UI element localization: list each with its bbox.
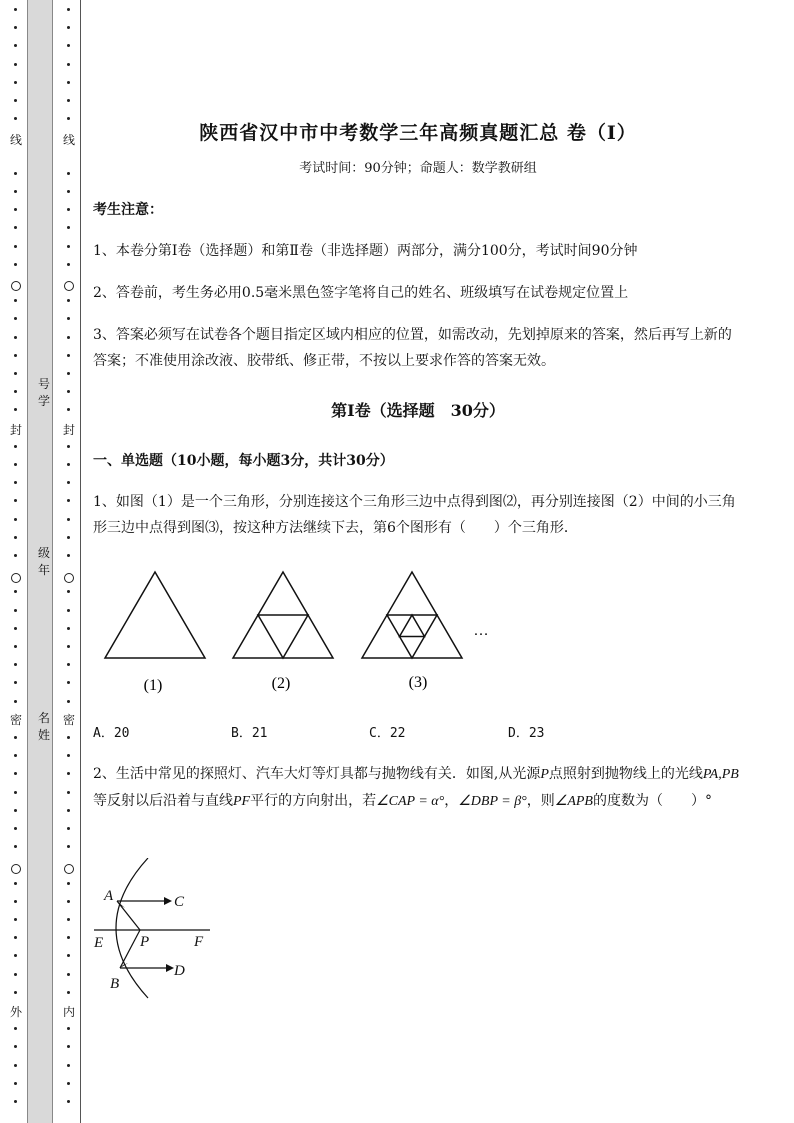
section-title: 第Ⅰ卷（选择题 30分） [331,401,505,420]
binding-ring-icon [11,573,21,583]
field-label-grade: 级 年 [37,546,50,577]
binding-dot [67,973,70,976]
binding-dot [67,918,70,921]
binding-dot [14,736,17,739]
inner-triangle-fig-2 [258,615,308,658]
binding-dot [67,226,70,229]
binding-dot [14,518,17,521]
binding-right-mark: 内 [62,1005,75,1019]
binding-dot [67,772,70,775]
binding-dot [67,700,70,703]
binding-dot [14,8,17,11]
binding-dot [67,99,70,102]
binding-dot [67,408,70,411]
page-title: 陕西省汉中市中考数学三年高频真题汇总 卷（Ⅰ） [199,122,637,144]
binding-dot [14,900,17,903]
point-f-label: F [194,934,204,950]
binding-dot [14,645,17,648]
point-c-label: C [174,894,185,910]
binding-dot [14,973,17,976]
binding-dot-line-right [63,0,75,1123]
binding-dot [14,681,17,684]
fig-label-1: (1) [143,677,163,694]
binding-dot [67,754,70,757]
binding-dot [14,263,17,266]
binding-dot [14,245,17,248]
binding-dot [14,172,17,175]
binding-dot [67,390,70,393]
notice-item-2: 2、答卷前，考生务必用0.5毫米黑色签字笔将自己的姓名、班级填写在试卷规定位置上 [93,285,629,301]
binding-dot [67,590,70,593]
binding-dot [67,609,70,612]
binding-dot [14,554,17,557]
binding-right-mark: 封 [62,423,75,437]
binding-dot [14,882,17,885]
question-2-figure [92,858,217,1003]
binding-dot [14,81,17,84]
binding-dot-line-left [10,0,22,1123]
binding-dot [14,372,17,375]
binding-dot [14,991,17,994]
binding-dot [14,936,17,939]
binding-dot [14,1100,17,1103]
binding-dot [14,609,17,612]
binding-dot [67,1045,70,1048]
binding-dot [14,336,17,339]
option-a[interactable]: A．20 [93,726,130,741]
binding-dot [14,408,17,411]
part-heading: 一、单选题（10小题，每小题3分，共计30分） [93,453,394,469]
exam-subtitle: 考试时间：90分钟；命题人：数学教研组 [299,161,537,176]
binding-dot [67,372,70,375]
binding-ring-icon [64,573,74,583]
question-1-figure [98,568,518,698]
binding-dot [67,1082,70,1085]
fig-label-3: (3) [408,674,428,691]
binding-dot [67,44,70,47]
binding-dot [14,354,17,357]
binding-dot [67,681,70,684]
binding-dot [14,1064,17,1067]
binding-dot [67,481,70,484]
binding-dot [67,499,70,502]
question-2-text: 2、生活中常见的探照灯、汽车大灯等灯具都与抛物线有关．如图,从光源P点照射到抛物线上的光线PA,PB等反射以后沿着与直线PF平行的方向射出，若∠CAP = α°，∠DBP = β°，则∠APB的度数为（ ）° [93,766,739,809]
inner-small-triangle-fig-3 [400,615,425,637]
binding-dot [14,299,17,302]
question-1-text: 1、如图（1）是一个三角形，分别连接这个三角形三边中点得到图⑵，再分别连接图（2）中间的小三角形三边中点得到图⑶，按这种方法继续下去，第6个图形有（ ）个三角形． [93,494,736,536]
binding-dot [67,991,70,994]
binding-ring-icon [64,864,74,874]
binding-dot [14,754,17,757]
binding-dot [67,736,70,739]
binding-dot [14,536,17,539]
binding-dot [14,26,17,29]
binding-dot [14,445,17,448]
point-p-label: P [140,934,150,950]
binding-dot [14,1045,17,1048]
option-d[interactable]: D．23 [508,726,545,741]
triangle-fig-1 [105,572,205,658]
binding-dot [67,845,70,848]
binding-dot [67,263,70,266]
ray-pb [120,930,140,968]
binding-dot [14,317,17,320]
fig-label-2: (2) [271,675,291,692]
binding-dot [14,499,17,502]
binding-dot [67,627,70,630]
option-b[interactable]: B．21 [231,726,268,741]
binding-dot [67,536,70,539]
point-a-label: A [104,888,114,904]
binding-left-mark: 线 [9,133,22,147]
binding-dot [14,827,17,830]
binding-left-mark: 外 [9,1005,22,1019]
binding-dot [67,554,70,557]
binding-dot [67,809,70,812]
field-label-student-id: 号 学 [37,377,50,408]
binding-dot [67,1100,70,1103]
notice-heading: 考生注意： [93,202,163,218]
point-b-label: B [110,976,120,992]
point-d-label: D [174,963,185,979]
option-c[interactable]: C．22 [369,726,406,741]
binding-dot [67,882,70,885]
binding-dot [14,99,17,102]
binding-dot [67,63,70,66]
binding-ring-icon [11,864,21,874]
binding-dot [67,81,70,84]
binding-dot [14,791,17,794]
binding-dot [14,208,17,211]
binding-dot [67,827,70,830]
binding-dot [67,190,70,193]
binding-dot [67,26,70,29]
binding-dot [14,44,17,47]
binding-right-mark: 密 [62,713,75,727]
binding-dot [67,208,70,211]
binding-dot [14,627,17,630]
binding-dot [14,390,17,393]
binding-dot [67,117,70,120]
point-e-label: E [94,935,104,951]
binding-dot [67,317,70,320]
binding-dot [14,954,17,957]
binding-dot [14,918,17,921]
binding-dot [67,663,70,666]
binding-right-mark: 线 [62,133,75,147]
binding-dot [67,245,70,248]
binding-dot [14,226,17,229]
binding-dot [67,299,70,302]
binding-dot [14,663,17,666]
binding-dot [14,1082,17,1085]
notice-item-1: 1、本卷分第Ⅰ卷（选择题）和第Ⅱ卷（非选择题）两部分，满分100分，考试时间90分钟 [93,243,638,259]
field-label-name: 名 姓 [37,711,50,742]
binding-dot [67,954,70,957]
binding-dot [67,900,70,903]
binding-dot [14,809,17,812]
binding-dot [14,117,17,120]
binding-dot [67,791,70,794]
binding-dot [67,1027,70,1030]
binding-dot [67,463,70,466]
binding-dot [67,445,70,448]
binding-dot [14,63,17,66]
binding-dot [67,172,70,175]
binding-dot [67,936,70,939]
binding-dot [14,481,17,484]
ray-pa [117,901,140,930]
binding-dot [67,1064,70,1067]
binding-ring-icon [64,281,74,291]
binding-dot [14,590,17,593]
parabola-curve [116,858,148,998]
binding-dot [14,1027,17,1030]
binding-dot [14,190,17,193]
binding-ring-icon [11,281,21,291]
binding-dot [14,463,17,466]
notice-item-3: 3、答案必须写在试卷各个题目指定区域内相应的位置，如需改动，先划掉原来的答案，然后再写上新的答案；不准使用涂改液、胶带纸、修正带，不按以上要求作答的答案无效。 [93,327,732,369]
fig-ellipsis: … [473,623,489,639]
binding-dot [14,772,17,775]
binding-dot [67,354,70,357]
binding-dot [67,645,70,648]
binding-dot [67,8,70,11]
binding-dot [14,700,17,703]
binding-dot [67,518,70,521]
binding-dot [14,845,17,848]
binding-dot [67,336,70,339]
binding-left-mark: 密 [9,713,22,727]
binding-left-mark: 封 [9,423,22,437]
